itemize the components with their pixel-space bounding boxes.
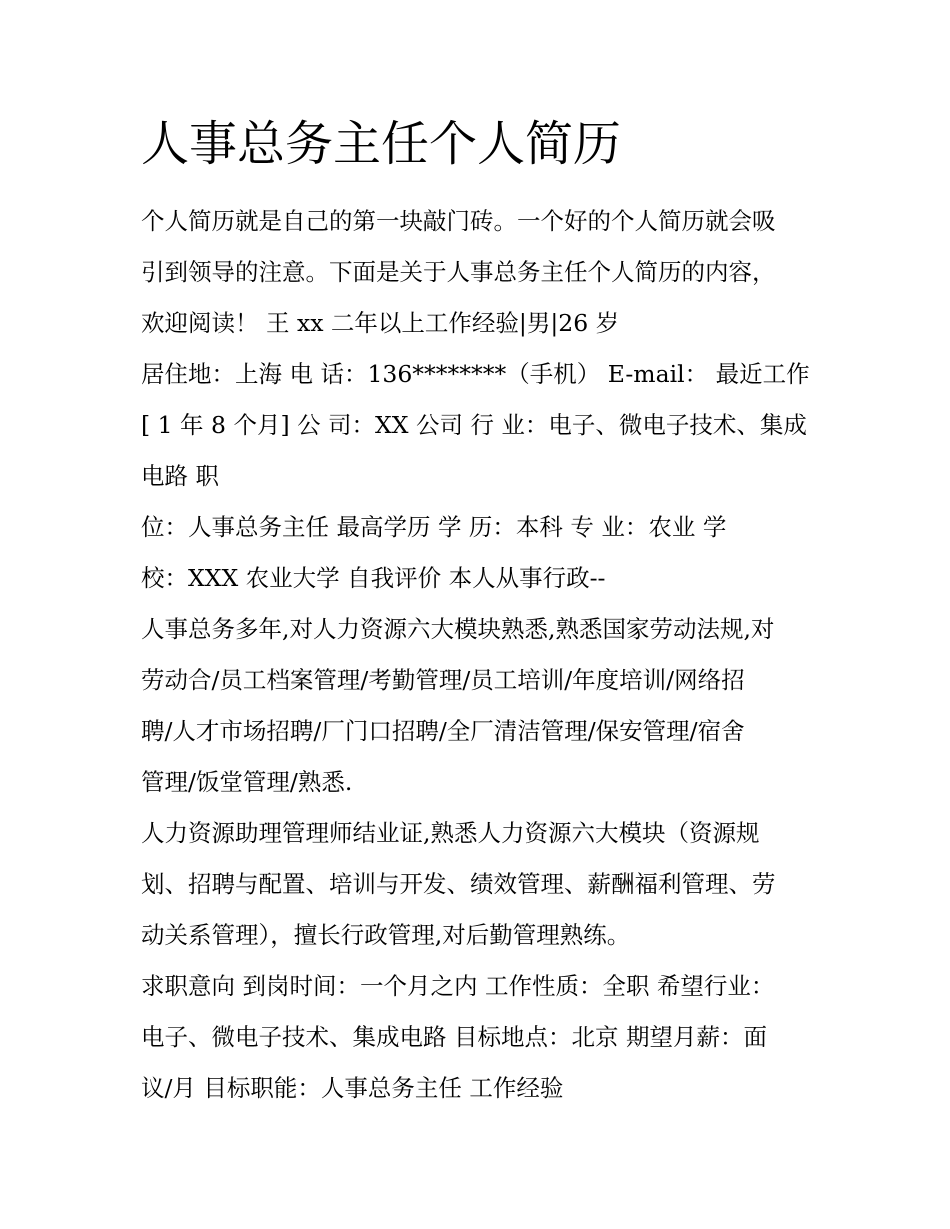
body-line-16: 求职意向 到岗时间：一个月之内 工作性质：全职 希望行业： [141, 972, 775, 1000]
body-line-8: 校：XXX 农业大学 自我评价 本人从事行政-- [141, 564, 606, 592]
body-line-1: 个人简历就是自己的第一块敲门砖。一个好的个人简历就会吸 [141, 207, 776, 235]
body-line-17: 电子、微电子技术、集成电路 目标地点：北京 期望月薪：面 [141, 1023, 767, 1051]
body-line-9: 人事总务多年,对人力资源六大模块熟悉,熟悉国家劳动法规,对 [141, 615, 775, 643]
body-line-2: 引到领导的注意。下面是关于人事总务主任个人简历的内容， [141, 258, 776, 286]
document-title: 人事总务主任个人简历 [141, 116, 622, 172]
body-line-3: 欢迎阅读！ 王 xx 二年以上工作经验|男|26 岁 [141, 309, 620, 337]
body-line-7: 位：人事总务主任 最高学历 学 历：本科 专 业：农业 学 [141, 513, 727, 541]
body-line-5: [ 1 年 8 个月] 公 司：XX 公司 行 业：电子、微电子技术、集成 [141, 411, 807, 439]
body-line-12: 管理/饭堂管理/熟悉. [141, 768, 353, 796]
body-line-13: 人力资源助理管理师结业证,熟悉人力资源六大模块（资源规 [141, 819, 760, 847]
body-line-6: 电路 职 [141, 462, 219, 490]
body-line-18: 议/月 目标职能：人事总务主任 工作经验 [141, 1074, 564, 1102]
body-line-10: 劳动合/员工档案管理/考勤管理/员工培训/年度培训/网络招 [141, 666, 745, 694]
body-line-11: 聘/人才市场招聘/厂门口招聘/全厂清洁管理/保安管理/宿舍 [141, 717, 745, 745]
document-body [141, 196, 831, 1114]
body-line-14: 划、招聘与配置、培训与开发、绩效管理、薪酬福利管理、劳 [141, 870, 776, 898]
body-line-4: 居住地：上海 电 话：136********（手机） E-mail： 最近工作 [141, 360, 810, 388]
body-line-15: 动关系管理），擅长行政管理,对后勤管理熟练。 [141, 921, 631, 949]
